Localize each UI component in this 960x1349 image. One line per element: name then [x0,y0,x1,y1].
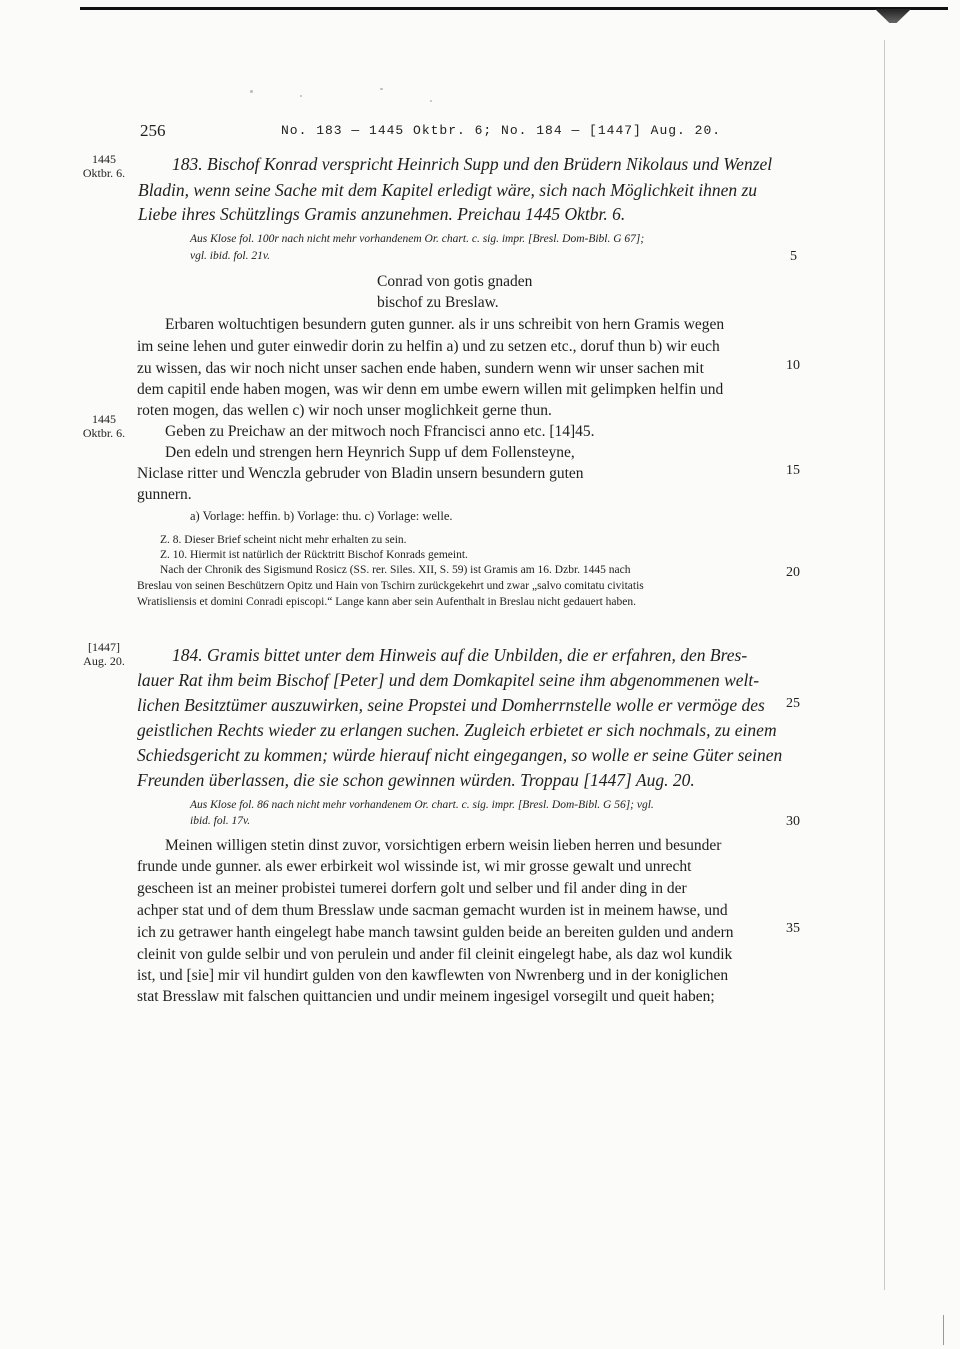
text-184-line: stat Bresslaw mit falschen quittancien und undir meinem ingesigel vorsegilt und queit haben; [137,988,715,1005]
text-183-line: Erbaren woltuchtigen besundern guten gunner. als ir uns schreibit von hern Gramis wegen [165,316,725,333]
line-number: 15 [786,463,800,478]
top-rule [80,7,948,10]
margin-date [74,153,134,181]
scan-speck [430,100,432,102]
scan-speck [380,88,383,90]
regest-184-line: geistlichen Rechts wieder zu erlangen suchen. Zugleich erbietet er sich nochmals, zu einem [137,720,777,740]
text-183-line: dem capitil ende haben mogen, was wir denn em umbe ewern willen mit gelimpken helfin und [137,381,724,398]
scan-speck [300,95,302,97]
text-183-line: Den edeln und strengen hern Heynrich Supp uf dem Follensteyne, [165,444,575,461]
regest-184-line: lauer Rat ihm beim Bischof [Peter] und dem Domkapitel seine ihm abgenommenen welt- [137,670,760,690]
regest-184-line: 184. Gramis bittet unter dem Hinweis auf die Unbilden, die er erfahren, den Bres- [172,645,748,665]
regest-184-line: Schiedsgericht zu kommen; würde hierauf nicht eingegangen, so wolle er seine Güter seinen [137,745,783,765]
page-edge-line [884,40,885,1290]
salutation-line: Conrad von gotis gnaden [377,273,533,290]
top-rule-hook [875,9,911,23]
margin-date-day: Oktbr. 6. [82,165,126,180]
margin-date-day: Aug. 20. [83,653,125,668]
source-note-183: vgl. ibid. fol. 21v. [190,250,270,262]
text-184-line: achper stat und of dem thum Bresslaw unde sacman gemacht wurden ist in meinem hawse, und [137,902,728,919]
editorial-note: Z. 8. Dieser Brief scheint nicht mehr erhalten zu sein. [160,534,407,546]
editorial-note: Nach der Chronik des Sigismund Rosicz (SS. rer. Siles. XII, S. 59) ist Gramis am 16. Dzbr. 1445 nach [160,564,631,576]
page-edge-mark [943,1315,944,1345]
line-number: 5 [790,249,797,264]
regest-183-line: 183. Bischof Konrad verspricht Heinrich Supp und den Brüdern Nikolaus und Wenzel [172,154,773,174]
text-184-line: cleinit von gulde selbir und von perulein und ander fil cleinit eingelegt habe, als daz wol kundik [137,946,733,963]
salutation-line: bischof zu Breslaw. [377,294,499,311]
text-184-line: ich zu getrawer hanth eingelegt habe manch tawsint gulden beide an bereiten gulden und andern [137,924,734,941]
margin-date-year: 1445 [92,412,116,426]
margin-date [74,413,134,441]
page-number: 256 [140,121,166,140]
margin-date-day: Oktbr. 6. [82,425,126,440]
scan-speck [250,90,253,93]
text-183-line: Geben zu Preichaw an der mitwoch noch Ffrancisci anno etc. [14]45. [165,423,595,440]
text-184-line: Meinen willigen stetin dinst zuvor, vorsichtigen erbern weisin lieben herren und besunder [165,837,722,854]
line-number: 30 [786,814,800,829]
regest-184-line: Freunden überlassen, die sie schon gewinnen würden. Troppau [1447] Aug. 20. [137,770,695,790]
text-183-line: im seine lehen und guter einwedir dorin zu helfin a) und zu setzen etc., doruf thun b) wir euch [137,338,720,355]
text-183-line: gunnern. [137,486,192,503]
line-number: 35 [786,921,800,936]
source-note-184: ibid. fol. 17v. [190,815,251,827]
text-183-line: Niclase ritter und Wenczla gebruder von Bladin unsern besundern guten [137,465,584,482]
editorial-note: Wratisliensis et domini Conradi episcopi.“ Lange kann aber sein Aufenthalt in Breslau nicht gedauert haben. [137,596,637,608]
text-184-line: frunde unde gunner. als ewer erbirkeit wol wissinde ist, wi mir grosse gewalt und unrecht [137,858,692,875]
editorial-note: Z. 10. Hiermit ist natürlich der Rücktritt Bischof Konrads gemeint. [160,549,468,561]
source-note-184: Aus Klose fol. 86 nach nicht mehr vorhandenem Or. chart. c. sig. impr. [Bresl. Dom-Bibl. G 56]; vgl. [190,799,654,811]
line-number: 20 [786,565,800,580]
text-183-line: roten mogen, das wellen c) wir noch unser moglichkeit gerne thun. [137,402,552,419]
margin-date [74,641,134,669]
margin-date-year: [1447] [88,640,120,654]
footnotes-183: a) Vorlage: heffin. b) Vorlage: thu. c) Vorlage: welle. [190,509,453,523]
running-title: No. 183 — 1445 Oktbr. 6; No. 184 — [1447] Aug. 20. [281,123,722,138]
regest-184-line: lichen Besitztümer auszuwirken, seine Propstei und Domherrnstelle wolle er vermöge des [137,695,765,715]
regest-183-line: Bladin, wenn seine Sache mit dem Kapitel erledigt wäre, sich nach Möglichkeit ihnen zu [138,180,758,200]
text-183-line: zu wissen, das wir noch nicht unser sachen ende haben, sundern wenn wir unser sachen mit [137,360,704,377]
regest-183-line: Liebe ihres Schützlings Gramis anzunehmen. Preichau 1445 Oktbr. 6. [138,204,626,224]
line-number: 25 [786,696,800,711]
margin-date-year: 1445 [92,152,116,166]
text-184-line: ist, und [sie] mir vil hundirt gulden von den kawflewten von Nwrenberg und in der koniglichen [137,967,729,984]
line-number: 10 [786,358,800,373]
text-184-line: gescheen ist an meiner probistei tumerei dorfern golt und selber und fil ander ding in der [137,880,687,897]
source-note-183: Aus Klose fol. 100r nach nicht mehr vorhandenem Or. chart. c. sig. impr. [Bresl. Dom-Bibl. G 67]; [190,233,645,245]
editorial-note: Breslau von seinen Beschützern Opitz und Hain von Tschirn zurückgekehrt und zwar „salvo comitatu civitatis [137,580,644,592]
